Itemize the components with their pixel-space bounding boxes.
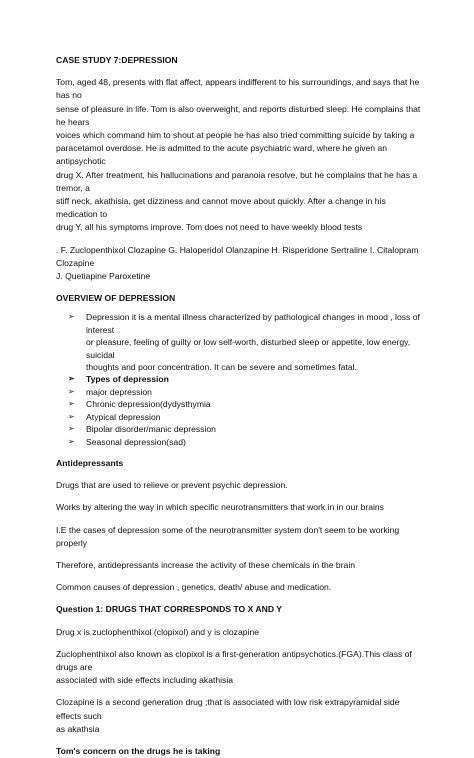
arrow-bullet-icon: ➢: [68, 411, 75, 421]
bullet-line: or pleasure, feeling of guilty or low self-worth, disturbed sleep or appetite, low energy, suicidal: [86, 337, 411, 360]
case-line: drug X. After treatment, his hallucinations and paranoia resolve, but he complains that he has a tremor, a: [56, 169, 418, 193]
question-heading: Question 1: DRUGS THAT CORRESPONDS TO X AND Y: [56, 604, 283, 615]
body-paragraph: Therefore, antidepressants increase the activity of these chemicals in the brain: [56, 559, 356, 570]
case-line: voices which command him to shout at people he has also tried committing suicide by taking a: [56, 130, 415, 141]
arrow-bullet-icon: ➢: [68, 424, 75, 434]
paragraph-line: as akathsia: [56, 723, 100, 734]
bullet-item: [68, 436, 424, 448]
bullet-item: [68, 398, 424, 410]
case-paragraph: [56, 76, 424, 234]
body-paragraph: Common causes of depression , genetics, death/ abuse and medication.: [56, 582, 332, 593]
arrow-bullet-icon: ➢: [68, 312, 75, 322]
arrow-bullet-icon: ➢: [68, 374, 75, 384]
bullet-line: Seasonal depression(sad): [86, 436, 186, 447]
case-line: Tom, aged 48, presents with flat affect, appears indifferent to his surroundings, and says that he has no: [56, 77, 420, 101]
paragraph-line: Clozapine is a second generation drug ;that is associated with low risk extrapyramidal side effects such: [56, 697, 400, 721]
body-paragraph: [56, 696, 424, 736]
bullet-line: Depression it is a mental illness characterized by pathological changes in mood , loss of interest: [86, 312, 420, 335]
arrow-bullet-icon: ➢: [68, 436, 75, 446]
bullet-line: Atypical depression: [86, 411, 161, 422]
bullet-item-types-heading: [68, 373, 424, 385]
drug-options-line: . F. Zuclopenthixol Clozapine G. Haloperidol Olanzapine H. Risperidone Sertraline I. Citalopram Clozapine: [56, 244, 419, 268]
case-line: paracetamol overdose. He is admitted to the acute psychiatric ward, where he given an antipsychotic: [56, 143, 388, 167]
bullet-line: Types of depression: [86, 374, 169, 385]
depression-bullet-list: [56, 311, 424, 447]
bullet-item: [68, 423, 424, 435]
body-paragraph: Drugs that are used to relieve or prevent psychic depression.: [56, 480, 288, 491]
bullet-line: thoughts and poor concentration. It can be severe and sometimes fatal.: [86, 362, 357, 373]
bullet-line: Chronic depression(dydysthymia: [86, 399, 211, 410]
paragraph-line: associated with side effects including akathisia: [56, 675, 234, 686]
body-paragraph: Drug x is zuclophenthixol (clopixol) and y is clozapine: [56, 626, 260, 637]
bullet-item: [68, 411, 424, 423]
case-line: stiff neck, akathisia, get dizziness and cannot move about quickly. After a change in his medication to: [56, 196, 386, 220]
bullet-item: [68, 311, 424, 373]
overview-heading: OVERVIEW OF DEPRESSION: [56, 293, 176, 304]
bullet-line: major depression: [86, 386, 152, 397]
paragraph-line: Zuclophenthixol also known as clopixol is a first-generation antipsychotics.(FGA).This class of drugs are: [56, 648, 412, 672]
arrow-bullet-icon: ➢: [68, 386, 75, 396]
bullet-item: [68, 386, 424, 398]
body-paragraph: [56, 648, 424, 688]
body-paragraph: I.E the cases of depression some of the neurotransmitter system don't seem to be working properly: [56, 524, 400, 548]
document-title: CASE STUDY 7:DEPRESSION: [56, 55, 178, 65]
case-line: drug Y, all his symptoms improve. Tom does not need to have weekly blood tests: [56, 222, 363, 233]
drug-options-line: J. Quetiapine Paroxetine: [56, 271, 151, 282]
antidepressants-heading: Antidepressants: [56, 457, 124, 468]
concern-heading: Tom's concern on the drugs he is taking: [56, 745, 221, 756]
body-paragraph: Works by altering the way in which specific neurotransmitters that work in in our brains: [56, 502, 384, 513]
drug-options: [56, 244, 424, 284]
case-line: sense of pleasure in life. Tom is also overweight, and reports disturbed sleep. He complains that he hears: [56, 103, 421, 127]
arrow-bullet-icon: ➢: [68, 399, 75, 409]
bullet-line: Bipolar disorder/manic depression: [86, 424, 216, 435]
